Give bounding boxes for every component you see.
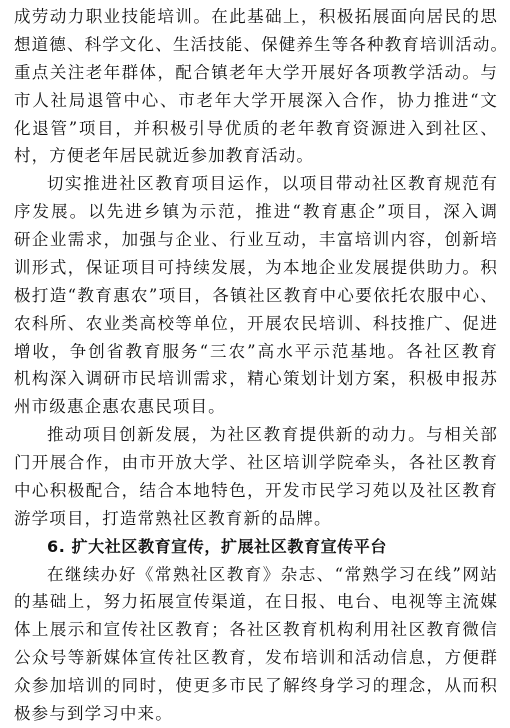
text-line: 农科所、农业类高校等单位，开展农民培训、科技推广、促进 [14, 313, 498, 333]
text-line: 训形式，保证项目可持续发展，为本地企业发展提供助力。积 [14, 257, 498, 277]
text-line: 中心积极配合，结合本地特色，开发市民学习苑以及社区教育 [14, 480, 498, 500]
text-line: 化退管”项目，并积极引导优质的老年教育资源进入到社区、 [14, 118, 498, 138]
text-line: 村，方便老年居民就近参加教育活动。 [14, 146, 315, 166]
text-line: 推动项目创新发展，为社区教育提供新的动力。与相关部 [47, 425, 498, 445]
text-line: 市人社局退管中心、市老年大学开展深入合作，协力推进“文 [14, 90, 498, 110]
text-line: 州市级惠企惠农惠民项目。 [14, 397, 226, 417]
text-line: 增收，争创省教育服务“三农”高水平示范基地。各社区教育 [14, 341, 498, 361]
text-line: 在继续办好《常熟社区教育》杂志、“常熟学习在线”网站 [47, 564, 498, 584]
text-line: 研企业需求，加强与企业、行业互动，丰富培训内容，创新培 [14, 230, 498, 250]
text-line: 众参加培训的同时，使更多市民了解终身学习的理念，从而积 [14, 676, 498, 696]
text-line: 切实推进社区教育项目运作，以项目带动社区教育规范有 [47, 174, 498, 194]
section-heading: 6. 扩大社区教育宣传，扩展社区教育宣传平台 [47, 536, 387, 556]
text-line: 门开展合作，由市开放大学、社区培训学院牵头，各社区教育 [14, 453, 498, 473]
text-line: 公众号等新媒体宣传社区教育，发布培训和活动信息，方便群 [14, 648, 498, 668]
text-line: 极打造“教育惠农”项目，各镇社区教育中心要依托农服中心、 [14, 285, 498, 305]
text-line: 成劳动力职业技能培训。在此基础上，积极拓展面向居民的思 [14, 7, 498, 26]
text-line: 想道德、科学文化、生活技能、保健养生等各种教育培训活动。 [14, 34, 509, 54]
text-line: 游学项目，打造常熟社区教育新的品牌。 [14, 508, 332, 528]
text-line: 序发展。以先进乡镇为示范，推进“教育惠企”项目，深入调 [14, 202, 498, 222]
text-line: 极参与到学习中来。 [14, 704, 173, 723]
text-line: 体上展示和宣传社区教育；各社区教育机构利用社区教育微信 [14, 620, 498, 640]
text-line: 机构深入调研市民培训需求，精心策划计划方案，积极申报苏 [14, 369, 498, 389]
text-line: 的基础上，努力拓展宣传渠道，在日报、电台、电视等主流媒 [14, 592, 498, 612]
text-line: 重点关注老年群体，配合镇老年大学开展好各项教学活动。与 [14, 62, 498, 82]
